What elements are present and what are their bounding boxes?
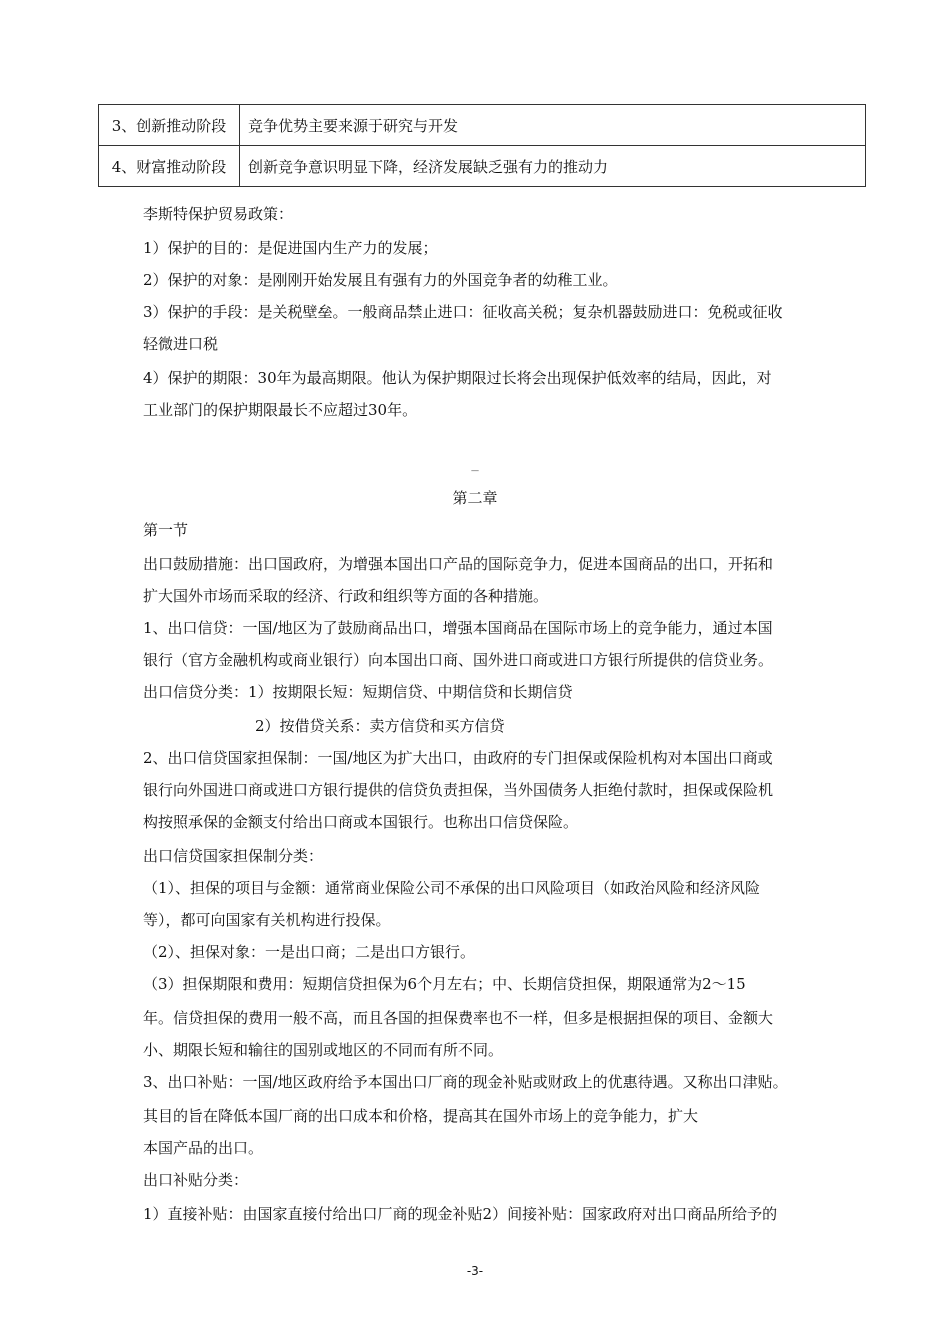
chapter-title: 第二章 <box>452 489 498 507</box>
body-line: 小、期限长短和输往的国别或地区的不同而有所不同。 <box>143 1041 504 1059</box>
body-line: 其目的旨在降低本国厂商的出口成本和价格，提高其在国外市场上的竞争能力，扩大 <box>143 1107 699 1125</box>
body-line: 出口补贴分类： <box>143 1171 249 1189</box>
table-row <box>99 146 866 187</box>
policy-item: 1）保护的目的：是促进国内生产力的发展； <box>143 239 438 257</box>
policy-item: 3）保护的手段：是关税壁垒。一般商品禁止进口：征收高关税；复杂机器鼓励进口：免税或征收 <box>143 303 783 321</box>
body-line: 构按照承保的金额支付给出口商或本国银行。也称出口信贷保险。 <box>143 813 579 831</box>
body-line: 银行向外国进口商或进口方银行提供的信贷负责担保，当外国债务人拒绝付款时，担保或保险机 <box>143 781 774 799</box>
body-line: 本国产品的出口。 <box>143 1139 264 1157</box>
body-line: 2、出口信贷国家担保制：一国/地区为扩大出口，由政府的专门担保或保险机构对本国出口商或 <box>143 749 773 767</box>
body-line: 等），都可向国家有关机构进行投保。 <box>143 911 391 929</box>
body-line: （3）担保期限和费用：短期信贷担保为6个月左右；中、长期信贷担保，期限通常为2～15 <box>143 975 746 993</box>
body-line: 出口信贷国家担保制分类： <box>143 847 324 865</box>
policy-item-cont: 工业部门的保护期限最长不应超过30年。 <box>143 401 418 419</box>
table-row <box>99 105 866 146</box>
body-line: 出口信贷分类：1）按期限长短：短期信贷、中期信贷和长期信贷 <box>143 683 573 701</box>
desc-cell: 竞争优势主要来源于研究与开发 <box>240 105 866 146</box>
policy-item: 4）保护的期限：30年为最高期限。他认为保护期限过长将会出现保护低效率的结局，因此，对 <box>143 369 772 387</box>
stage-cell: 3、创新推动阶段 <box>99 105 240 146</box>
section-mark: — <box>471 466 479 475</box>
policy-item-cont: 轻微进口税 <box>143 335 219 353</box>
policy-item: 2）保护的对象：是刚刚开始发展且有强有力的外国竞争者的幼稚工业。 <box>143 271 618 289</box>
stage-table <box>98 104 866 187</box>
body-line: 扩大国外市场而采取的经济、行政和组织等方面的各种措施。 <box>143 587 549 605</box>
body-line: （2）、担保对象：一是出口商；二是出口方银行。 <box>143 943 476 961</box>
desc-cell: 创新竞争意识明显下降，经济发展缺乏强有力的推动力 <box>240 146 866 187</box>
body-line: （1）、担保的项目与金额：通常商业保险公司不承保的出口风险项目（如政治风险和经济风险 <box>143 879 761 897</box>
page-number: -3- <box>466 1264 484 1278</box>
body-line: 3、出口补贴：一国/地区政府给予本国出口厂商的现金补贴或财政上的优惠待遇。又称出口津贴。 <box>143 1073 788 1091</box>
policy-heading: 李斯特保护贸易政策： <box>143 205 294 223</box>
body-line: 1）直接补贴：由国家直接付给出口厂商的现金补贴2）间接补贴：国家政府对出口商品所给予的 <box>143 1205 778 1223</box>
section-title: 第一节 <box>143 521 189 539</box>
body-line: 2）按借贷关系：卖方信贷和买方信贷 <box>255 717 505 735</box>
body-line: 出口鼓励措施：出口国政府，为增强本国出口产品的国际竞争力，促进本国商品的出口，开拓和 <box>143 555 774 573</box>
body-line: 银行（官方金融机构或商业银行）向本国出口商、国外进口商或进口方银行所提供的信贷业务。 <box>143 651 774 669</box>
body-line: 1、出口信贷：一国/地区为了鼓励商品出口，增强本国商品在国际市场上的竞争能力，通过本国 <box>143 619 773 637</box>
stage-cell: 4、财富推动阶段 <box>99 146 240 187</box>
body-line: 年。信贷担保的费用一般不高，而且各国的担保费率也不一样，但多是根据担保的项目、金额大 <box>143 1009 774 1027</box>
